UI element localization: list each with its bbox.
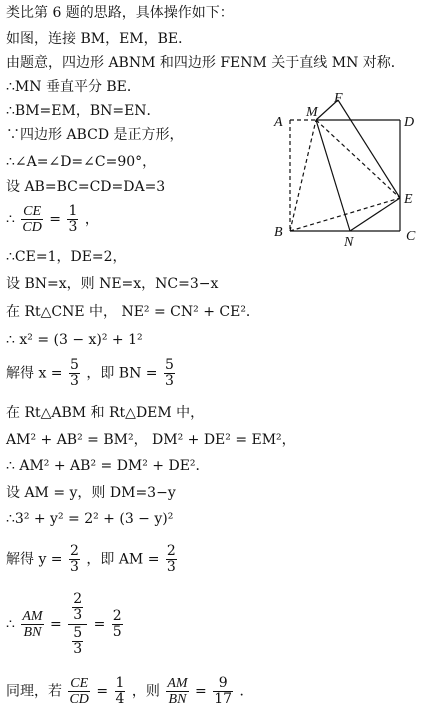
line-17: ∴ AM² + AB² = DM² + DE²． (6, 458, 210, 474)
x-value-fraction: $\frac{5}{3}$ (69, 357, 79, 389)
line-6: ∵四边形 ABCD 是正方形， (6, 127, 184, 143)
value-fraction: $\frac{1}{3}$ (68, 203, 78, 235)
ratio-ce-cd: $\frac{CE}{CD}$ (22, 204, 42, 235)
label-c: C (406, 229, 416, 244)
segment-bm-dashed (290, 120, 316, 231)
line-5: ∴BM=EM，BN=EN． (6, 103, 161, 119)
segment-mn (316, 120, 350, 231)
geometry-figure (268, 88, 428, 253)
ratio-am-bn-2: $\frac{AM}{BN}$ (167, 676, 188, 707)
line-16: AM² + AB² = BM²， DM² + DE² = EM²， (6, 432, 296, 448)
line-9-suffix: ， (84, 211, 99, 228)
label-d: D (404, 115, 415, 130)
line-14-mid: ，即 BN = (86, 365, 158, 382)
line-15: 在 Rt△ABM 和 Rt△DEM 中， (6, 405, 205, 421)
result-fraction: $\frac{2}{5}$ (112, 608, 122, 640)
label-m: M (306, 105, 318, 120)
label-e: E (404, 192, 413, 207)
line-21-prefix: ∴ (6, 616, 15, 633)
ratio-am-bn: $\frac{AM}{BN}$ (22, 609, 43, 640)
line-20 (6, 544, 179, 575)
line-22-prefix: 同理，若 (6, 683, 62, 700)
line-14-prefix: 解得 x = (6, 365, 63, 382)
ratio-ce-cd-2: $\frac{CE}{CD}$ (69, 676, 89, 707)
line-7: ∴∠A=∠D=∠C=90°， (6, 154, 157, 170)
label-a: A (274, 115, 283, 130)
line-14 (6, 358, 177, 389)
line-21 (6, 592, 125, 657)
line-4: ∴MN 垂直平分 BE． (6, 79, 141, 95)
line-1: 类比第 6 题的思路，具体操作如下： (6, 5, 234, 21)
line-9-prefix: ∴ (6, 211, 15, 228)
line-8: 设 AB=BC=CD=DA=3 (6, 179, 166, 195)
equals: = (96, 683, 109, 700)
equals: = (93, 616, 106, 633)
segment-ne (350, 198, 400, 231)
line-19: ∴3² + y² = 2² + (3 − y)² (6, 511, 174, 527)
equals: = (195, 683, 207, 700)
line-11: 设 BN=x，则 NE=x，NC=3−x (6, 276, 219, 292)
line-2: 如图，连接 BM，EM，BE． (6, 31, 193, 47)
equals: = (50, 616, 62, 633)
label-f: F (334, 91, 343, 106)
line-10: ∴CE=1，DE=2， (6, 249, 127, 265)
label-b: B (274, 225, 283, 240)
am-value-fraction: $\frac{2}{3}$ (166, 543, 176, 575)
line-13: ∴ x² = (3 − x)² + 1² (6, 332, 143, 348)
line-3: 由题意，四边形 ABNM 和四边形 FENM 关于直线 MN 对称． (6, 55, 405, 71)
bn-value-fraction: $\frac{5}{3}$ (164, 357, 174, 389)
label-n: N (344, 235, 354, 250)
line-20-prefix: 解得 y = (6, 551, 63, 568)
line-22 (6, 676, 254, 707)
y-value-fraction: $\frac{2}{3}$ (70, 543, 79, 575)
line-12: 在 Rt△CNE 中， NE² = CN² + CE²． (6, 304, 260, 320)
line-18: 设 AM = y，则 DM=3−y (6, 485, 176, 501)
result-fraction-2: $\frac{9}{17}$ (214, 675, 233, 707)
line-9 (6, 204, 99, 235)
value-fraction-2: $\frac{1}{4}$ (115, 675, 125, 707)
line-22-suffix: ． (239, 683, 254, 700)
line-22-mid: ，则 (131, 683, 160, 700)
line-20-mid: ，即 AM = (86, 551, 160, 568)
equals: = (49, 211, 62, 228)
compound-fraction: $\frac{\frac{2}{3}}{\frac{5}{3}}$ (68, 592, 87, 657)
